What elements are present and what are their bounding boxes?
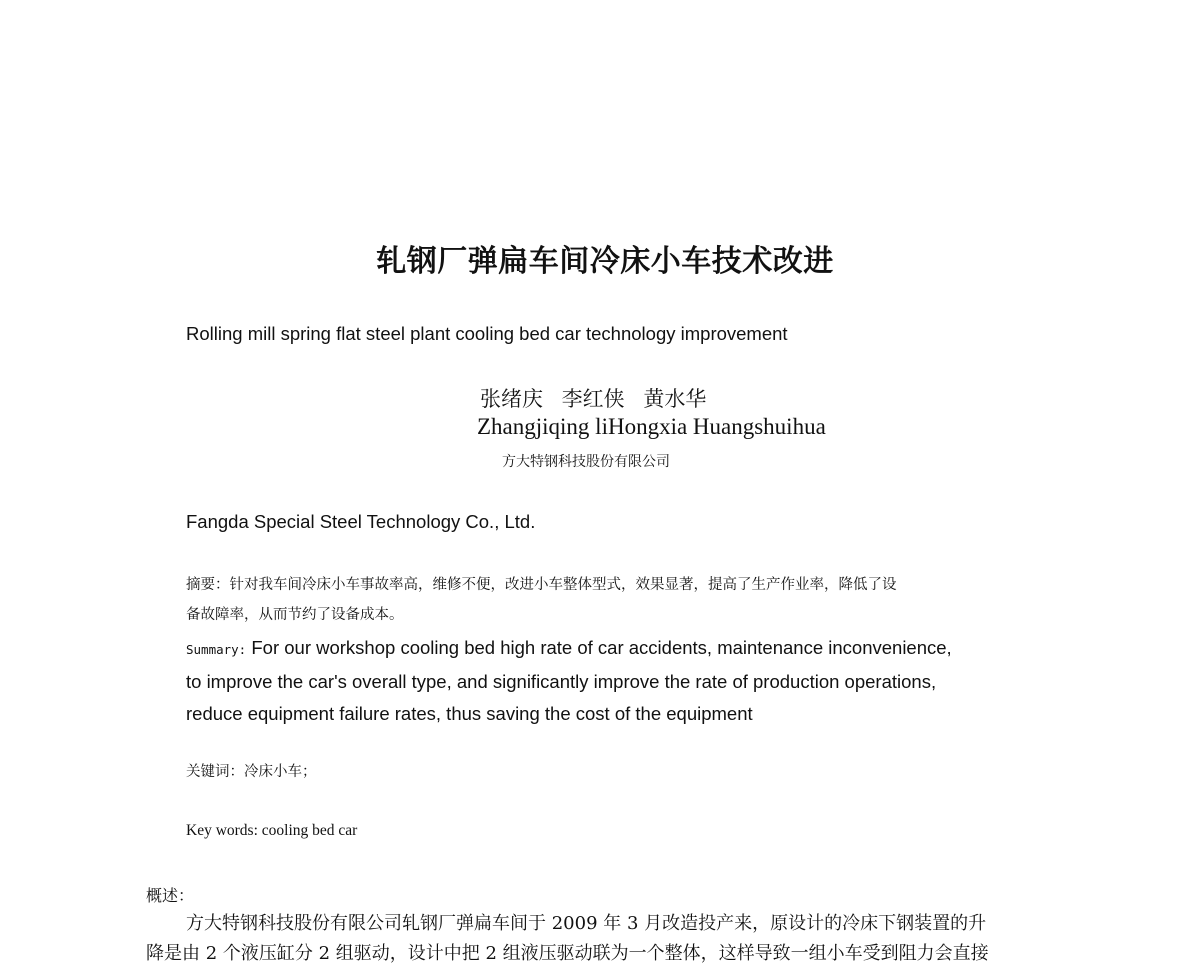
body-text-cn	[146, 909, 989, 969]
abstract-cn	[186, 570, 897, 630]
keywords-cn: 关键词：冷床小车；	[186, 764, 317, 780]
overview-heading: 概述：	[146, 886, 195, 905]
summary-label: Summary:	[186, 642, 247, 657]
summary-en-line: reduce equipment failure rates, thus saving the cost of the equipment	[186, 703, 753, 724]
body-cn-line: 方大特钢科技股份有限公司轧钢厂弹扁车间于 2009 年 3 月改造投产来，原设计的冷床下钢装置的升	[186, 913, 987, 934]
keywords-en: Key words: cooling bed car	[186, 822, 358, 839]
summary-text: For our workshop cooling bed high rate of car accidents, maintenance inconvenience,	[251, 637, 952, 658]
summary-en-line	[186, 632, 952, 666]
paper-title-en: Rolling mill spring flat steel plant cooling bed car technology improvement	[186, 323, 788, 344]
authors-cn: 张绪庆 李红侠 黄水华	[480, 387, 707, 411]
abstract-cn-line: 备故障率，从而节约了设备成本。	[186, 607, 404, 623]
body-cn-line: 降是由 2 个液压缸分 2 组驱动，设计中把 2 组液压驱动联为一个整体，这样导致一组小车受到阻力会直接	[146, 943, 989, 964]
affiliation-cn: 方大特钢科技股份有限公司	[502, 454, 670, 470]
summary-en	[186, 632, 952, 730]
paper-title-cn: 轧钢厂弹扁车间冷床小车技术改进	[376, 244, 834, 279]
summary-en-line: to improve the car's overall type, and significantly improve the rate of production operations,	[186, 671, 937, 692]
authors-en: Zhangjiqing liHongxia Huangshuihua	[477, 414, 826, 439]
affiliation-en: Fangda Special Steel Technology Co., Ltd.	[186, 511, 536, 532]
abstract-cn-line: 摘要：针对我车间冷床小车事故率高，维修不便，改进小车整体型式，效果显著，提高了生产作业率，降低了设	[186, 577, 897, 593]
